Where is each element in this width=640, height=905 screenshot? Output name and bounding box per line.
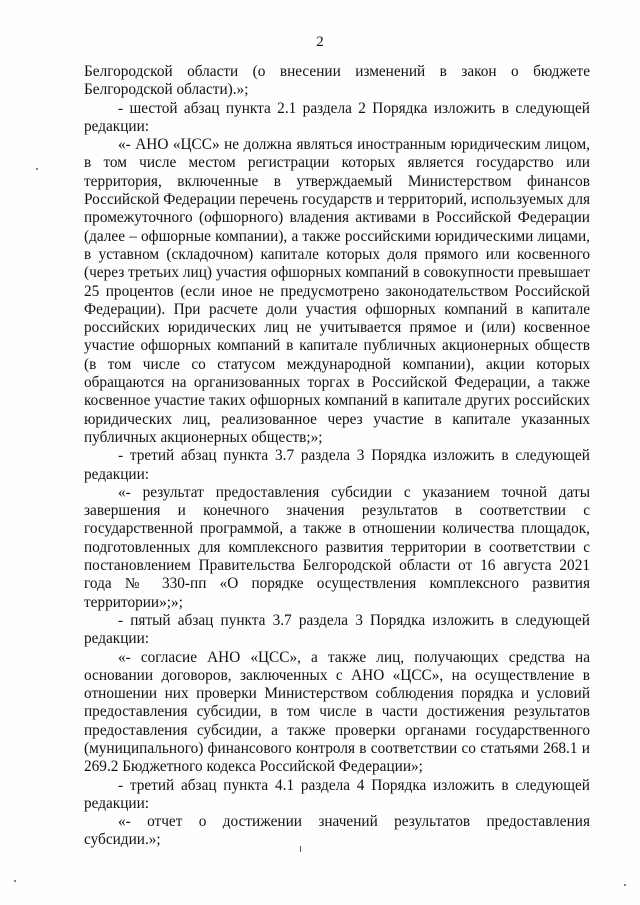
paragraph-instruction-4-1: - третий абзац пункта 4.1 раздела 4 Порядка изложить в следующей редакции: [84,776,590,812]
paragraph-offshore-requirement: «- АНО «ЦСС» не должна являться иностранным юридическим лицом, в том числе местом регистрации которых является государство или территория, включенные в утверждаемый Министерством финансов Российской Федерации перечень государств и территорий, используемых для промежуточного (офшорного) владения активами в Российской Федерации (далее – офшорные компании), а также российскими юридическими лицами, в уставном (складочном) капитале которых доля прямого или косвенного (через третьих лиц) участия офшорных компаний в совокупности превышает 25 процентов (если иное не предусмотрено законодательством Российской Федерации). При расчете доли участия офшорных компаний в капитале российских юридических лиц не учитывается прямое и (или) косвенное участие офшорных компаний в капитале публичных акционерных обществ (в том числе со статусом международной компании), акции которых обращаются на организованных торгах в Российской Федерации, а также косвенное участие таких офшорных компаний в капитале других российских юридических лиц, реализованное через участие в капитале указанных публичных акционерных обществ;»; [84,136,590,446]
paragraph-instruction-3-7-fifth: - пятый абзац пункта 3.7 раздела 3 Порядка изложить в следующей редакции: [84,611,590,648]
paragraph-instruction-2-1: - шестой абзац пункта 2.1 раздела 2 Порядка изложить в следующей редакции: [84,99,590,135]
paragraph-continuation: Белгородской области (о внесении изменений в закон о бюджете Белгородской области).»; [84,63,590,99]
paragraph-subsidy-result: «- результат предоставления субсидии с указанием точной даты завершения и конечного значения результатов в соответствии с государственной программой, а также в отношении количества площадок, подготовленных для комплексного развития территории в соответствии с постановлением Правительства Белгородской области от 16 августа 2021 года № 330-пп «О порядке осуществления комплексного развития территории»;»; [84,483,590,611]
paragraph-instruction-3-7-third: - третий абзац пункта 3.7 раздела 3 Порядка изложить в следующей редакции: [84,447,590,483]
document-body [84,63,590,850]
scan-speck [300,846,301,852]
scan-speck [14,880,16,882]
paragraph-report: «- отчет о достижении значений результатов предоставления субсидии.»; [84,813,590,849]
scan-speck [36,168,38,170]
paragraph-consent-to-audit: «- согласие АНО «ЦСС», а также лиц, получающих средства на основании договоров, заключенных с АНО «ЦСС», на осуществление в отношении них проверки Министерством соблюдения порядка и условий предоставления субсидии, в том числе в части достижения результатов предоставления субсидии, а также проверки органами государственного (муниципального) финансового контроля в соответствии со статьями 268.1 и 269.2 Бюджетного кодекса Российской Федерации»; [84,648,590,776]
scan-speck [624,884,626,886]
page-number: 2 [316,34,324,50]
